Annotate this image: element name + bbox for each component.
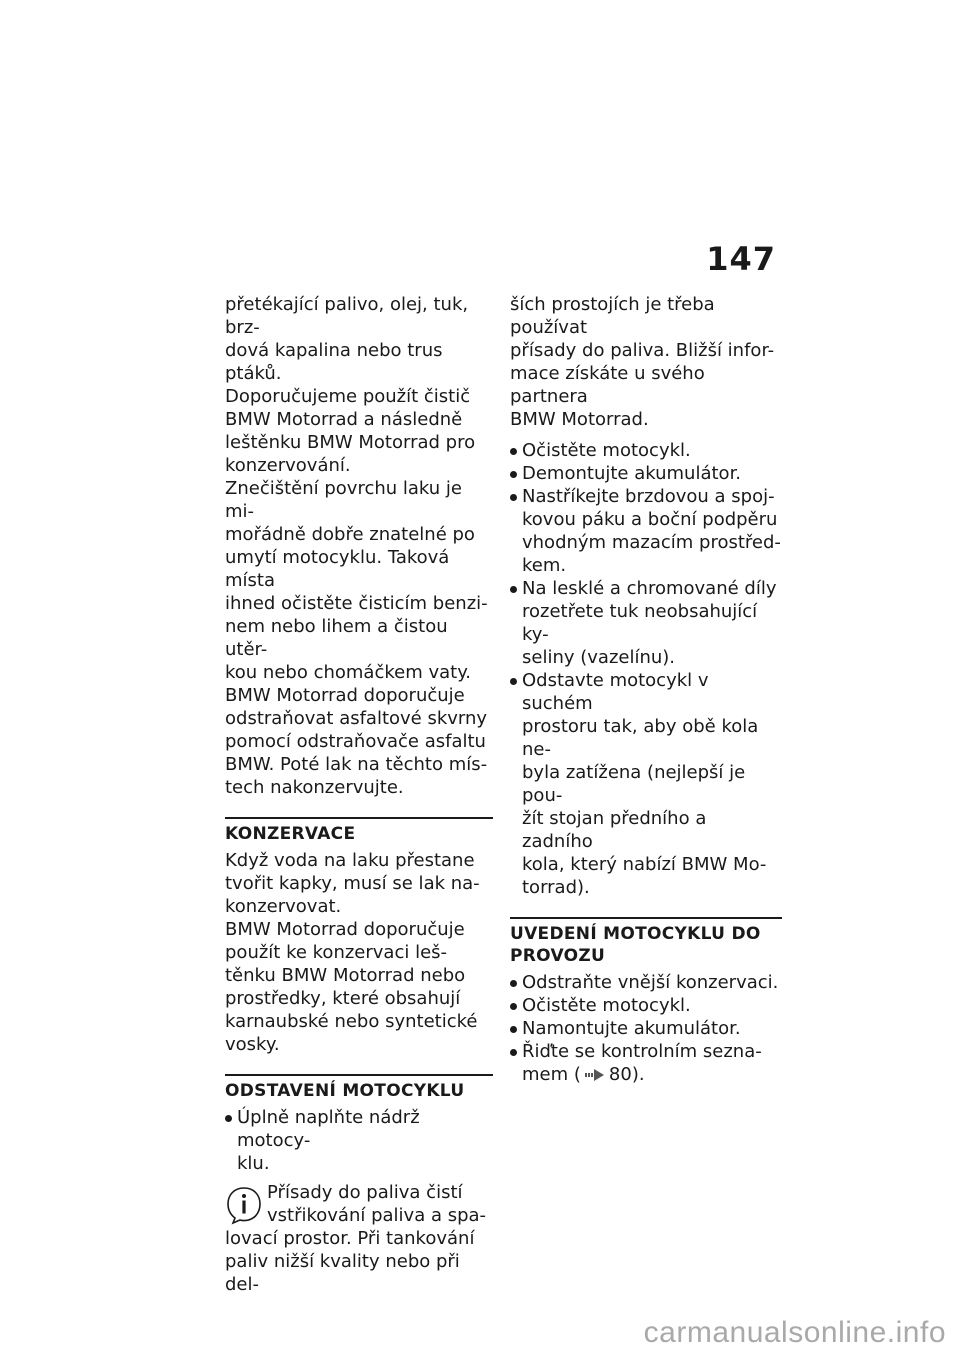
info-text-first: Přísady do paliva čistí vstřikování paliva a spa- xyxy=(267,1182,487,1226)
reference-page[interactable]: 80). xyxy=(608,1064,645,1085)
konzervace-paragraph: BMW Motorrad doporučuje použít ke konzervaci leš- těnku BMW Motorrad nebo prostředky, které obsahují karnaubské nebo syntetické vosky. xyxy=(225,919,478,1055)
page-number: 147 xyxy=(706,240,776,278)
info-note xyxy=(225,1181,493,1296)
intro-paragraph: BMW Motorrad doporučuje odstraňovat asfaltové skvrny pomocí odstraňovače asfaltu BMW. Poté lak na těchto mís- tech nakonzervujte. xyxy=(225,685,488,798)
list-item: Odstavte motocykl v suchém prostoru tak, aby obě kola ne- byla zatížena (nejlepší je pou- žít stojan předního a zadního kola, který nabízí BMW Mo- torrad). xyxy=(510,669,782,899)
section-heading-uvedeni: UVEDENÍ MOTOCYKLU DO PROVOZU xyxy=(510,917,782,967)
list-item: Očistěte motocykl. xyxy=(510,439,782,462)
storage-steps-list xyxy=(510,439,782,899)
list-item: Na lesklé a chromované díly rozetřete tuk neobsahující ky- seliny (vazelínu). xyxy=(510,577,782,669)
intro-paragraph: přetékající palivo, olej, tuk, brz- dová kapalina nebo trus ptáků. Doporučujeme použít čistič BMW Motorrad a následně leštěnku BMW Motorrad pro konzervování. xyxy=(225,294,476,476)
list-item: Nastříkejte brzdovou a spoj- kovou páku a boční podpěru vhodným mazacím prostřed- kem. xyxy=(510,485,782,577)
list-item: Očistěte motocykl. xyxy=(510,994,782,1017)
reference-open: ( xyxy=(573,1064,581,1085)
continuation-paragraph: ších prostojích je třeba používat přísady do paliva. Bližší infor- mace získáte u svého partnera BMW Motorrad. xyxy=(510,294,775,430)
info-text-rest: lovací prostor. Při tankování paliv nižší kvality nebo při del- xyxy=(225,1228,475,1295)
info-icon xyxy=(225,1185,263,1225)
intro-paragraph: Znečištění povrchu laku je mi- mořádně dobře znatelné po umytí motocyklu. Taková místa ihned očistěte čisticím benzi- nem nebo lihem a čistou utěr- kou nebo chomáčkem vaty. xyxy=(225,478,488,683)
right-column xyxy=(510,293,782,1086)
left-column xyxy=(225,293,493,1296)
uvedeni-list xyxy=(510,971,782,1086)
list-item: Úplně naplňte nádrž motocy- klu. xyxy=(225,1106,493,1175)
page-reference-arrow-icon[interactable] xyxy=(585,1068,605,1082)
list-item: Odstraňte vnější konzervaci. xyxy=(510,971,782,994)
konzervace-paragraph: Když voda na laku přestane tvořit kapky, musí se lak na- konzervovat. xyxy=(225,850,480,917)
list-item: Demontujte akumulátor. xyxy=(510,462,782,485)
odstaveni-list xyxy=(225,1106,493,1175)
watermark: carmanualsonline.info xyxy=(643,1316,946,1349)
section-heading-odstaveni: ODSTAVENÍ MOTOCYKLU xyxy=(225,1074,493,1102)
section-heading-konzervace: KONZERVACE xyxy=(225,817,493,845)
list-item: Namontujte akumulátor. xyxy=(510,1017,782,1040)
reference-text: Řiďte se kontrolním sezna- mem xyxy=(522,1041,762,1085)
list-item-reference xyxy=(510,1040,782,1086)
